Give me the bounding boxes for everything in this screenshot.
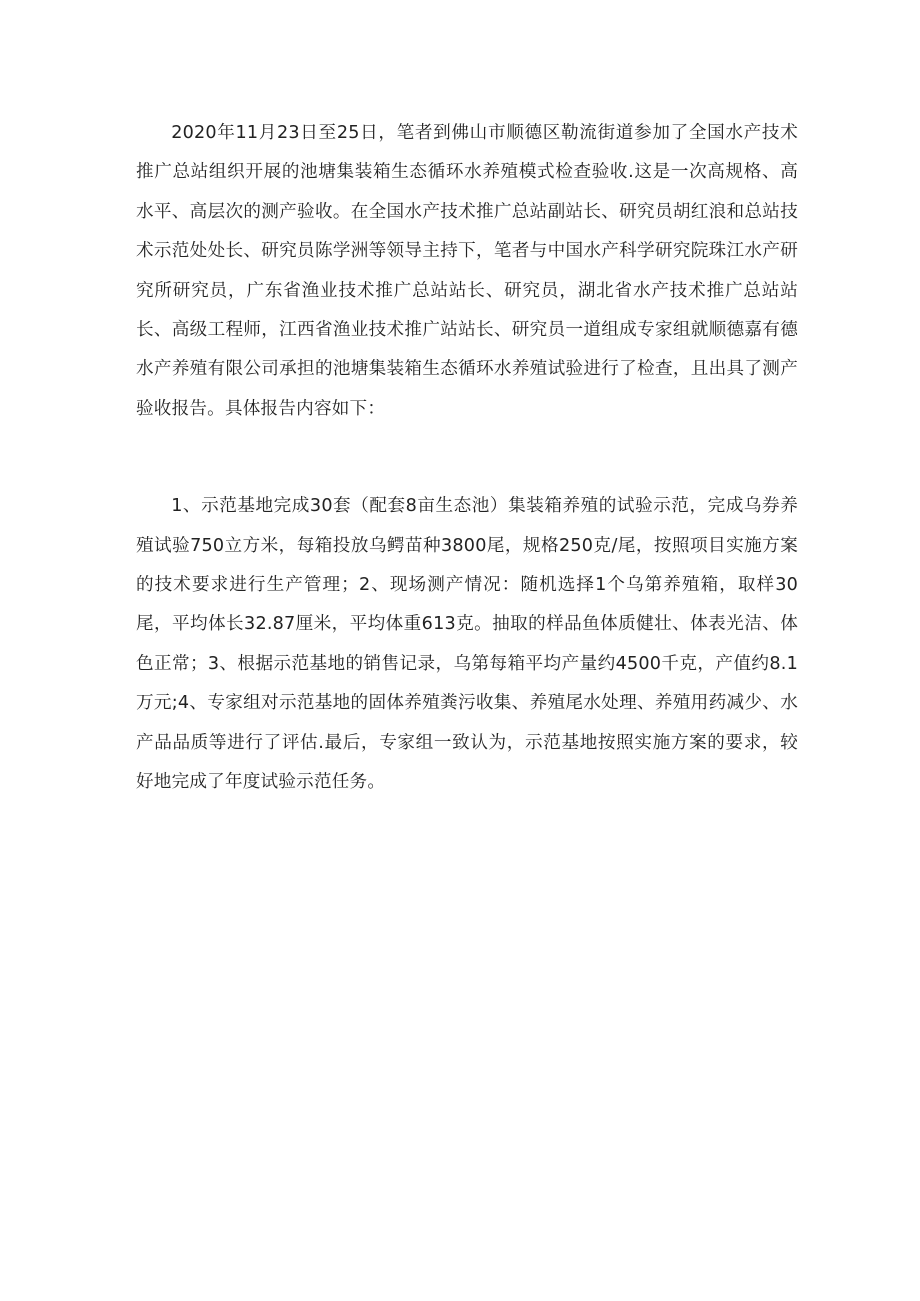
paragraph-intro: 2020年11月23日至25日，笔者到佛山市顺德区勒流街道参加了全国水产技术推广总站组织开展的池塘集装箱生态循环水养殖模式检查验收.这是一次高规格、高水平、高层次的测产验收。在全国水产技术推广总站副站长、研究员胡红浪和总站技术示范处处长、研究员陈学洲等领导主持下，笔者与中国水产科学研究院珠江水产研究所研究员，广东省渔业技术推广总站站长、研究员，湖北省水产技术推广总站站长、高级工程师，江西省渔业技术推广站站长、研究员一道组成专家组就顺德嘉有德水产养殖有限公司承担的池塘集装箱生态循环水养殖试验进行了检查，且出具了测产验收报告。具体报告内容如下：: [136, 123, 798, 419]
paragraph-report-details: 1、示范基地完成30套（配套8亩生态池）集装箱养殖的试验示范，完成乌券养殖试验750立方米，每箱投放乌鳄苗种3800尾，规格250克/尾，按照项目实施方案的技术要求进行生产管理；2、现场测产情况：随机选择1个乌第养殖箱，取样30尾，平均体长32.87厘米，平均体重613克。抽取的样品鱼体质健壮、体表光洁、体色正常；3、根据示范基地的销售记录，乌第每箱平均产量约4500千克，产值约8.1万元;4、专家组对示范基地的固体养殖粪污收集、养殖尾水处理、养殖用药减少、水产品品质等进行了评估.最后，专家组一致认为，示范基地按照实施方案的要求，较好地完成了年度试验示范任务。: [136, 496, 798, 793]
document-body: [136, 114, 798, 803]
